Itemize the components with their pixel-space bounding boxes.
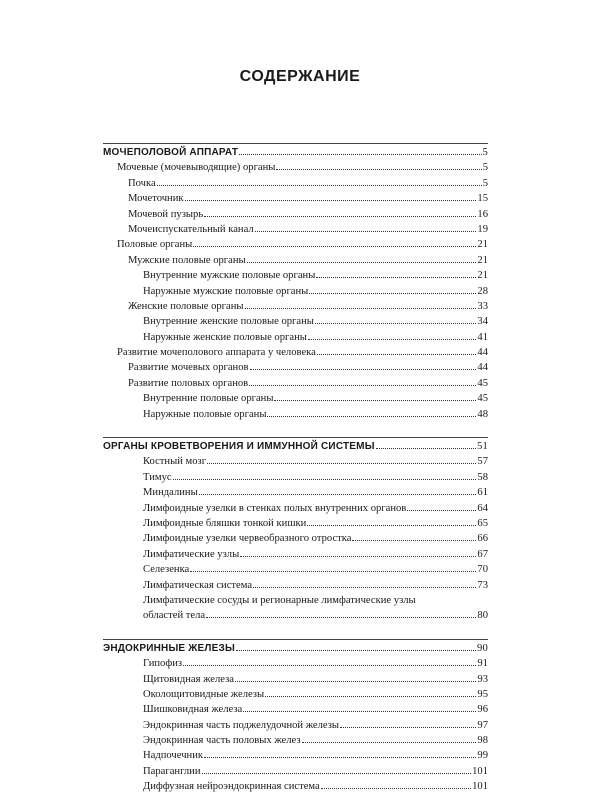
- toc-entry[interactable]: [103, 779, 488, 794]
- dot-leader: [407, 510, 476, 511]
- toc-entry[interactable]: [103, 376, 488, 391]
- toc-entry[interactable]: [103, 253, 488, 268]
- toc-page-number: 45: [477, 393, 488, 405]
- table-of-contents: [103, 143, 488, 795]
- toc-entry[interactable]: [103, 360, 488, 375]
- toc-entry-text: Наружные половые органы: [143, 408, 267, 420]
- toc-entry-text: Мужские половые органы: [128, 254, 246, 266]
- toc-page-number: 44: [477, 347, 488, 359]
- toc-page-number: 73: [477, 579, 488, 591]
- dot-leader: [315, 323, 477, 324]
- toc-entry-text: Костный мозг: [143, 456, 207, 468]
- toc-entry-text: Развитие мочевых органов: [128, 362, 249, 374]
- dot-leader: [157, 185, 482, 186]
- toc-entry[interactable]: [103, 485, 488, 500]
- dot-leader: [308, 339, 477, 340]
- dot-leader: [207, 463, 476, 464]
- dot-leader: [206, 617, 476, 618]
- toc-entry[interactable]: [103, 516, 488, 531]
- toc-entry[interactable]: [103, 531, 488, 546]
- toc-entry-text: Надпочечник: [143, 750, 204, 762]
- dot-leader: [183, 665, 476, 666]
- toc-entry-text: Половые органы: [117, 239, 193, 251]
- toc-page-number: 90: [477, 642, 488, 654]
- toc-entry-text: Лимфоидные узелки в стенках полых внутренних органов: [143, 502, 407, 514]
- toc-page-number: 21: [477, 270, 488, 282]
- section-rule: [103, 437, 488, 438]
- toc-entry-line[interactable]: Лимфатические сосуды и регионарные лимфатические узлы: [143, 594, 416, 606]
- toc-entry-text: Мочевые (мочевыводящие) органы: [117, 162, 276, 174]
- toc-entry[interactable]: [103, 314, 488, 329]
- toc-entry-text: Лимфатическая система: [143, 579, 253, 591]
- toc-entry-text: Мочеточник: [128, 193, 184, 205]
- dot-leader: [236, 650, 476, 651]
- toc-page-number: 61: [477, 487, 488, 499]
- dot-leader: [250, 369, 477, 370]
- section-gap: [103, 422, 488, 437]
- toc-entry[interactable]: [103, 748, 488, 763]
- dot-leader: [267, 416, 476, 417]
- toc-entry[interactable]: [103, 268, 488, 283]
- toc-entry[interactable]: [103, 407, 488, 422]
- toc-entry-text: Параганглии: [143, 765, 201, 777]
- toc-page-number: 5: [482, 147, 488, 158]
- section-gap: [103, 624, 488, 639]
- toc-page-number: 33: [477, 300, 488, 312]
- toc-entry-text: ЭНДОКРИННЫЕ ЖЕЛЕЗЫ: [103, 642, 235, 654]
- toc-entry-text: Женские половые органы: [128, 300, 244, 312]
- toc-entry-text: Шишковидная железа: [143, 704, 243, 716]
- toc-entry[interactable]: [103, 547, 488, 562]
- toc-section-heading[interactable]: [103, 641, 488, 656]
- toc-page-number: 5: [482, 162, 488, 174]
- toc-page-number: 98: [477, 735, 488, 747]
- dot-leader: [302, 742, 477, 743]
- toc-entry[interactable]: [103, 176, 488, 191]
- dot-leader: [352, 540, 476, 541]
- dot-leader: [309, 293, 476, 294]
- toc-page-number: 101: [472, 765, 488, 777]
- toc-page-number: 21: [477, 239, 488, 251]
- toc-entry-text: Наружные мужские половые органы: [143, 285, 309, 297]
- toc-page-number: 15: [477, 193, 488, 205]
- toc-page-number: 66: [477, 533, 488, 545]
- toc-entry-text: Щитовидная железа: [143, 673, 234, 685]
- toc-page-number: 57: [477, 456, 488, 468]
- toc-entry-text: Развитие мочеполового аппарата у человека: [117, 347, 316, 359]
- toc-page-number: 64: [477, 502, 488, 514]
- toc-entry[interactable]: [103, 501, 488, 516]
- toc-section-heading[interactable]: [103, 145, 488, 160]
- toc-entry-text: Мочеиспускательный канал: [128, 223, 254, 235]
- toc-entry[interactable]: [103, 299, 488, 314]
- toc-entry-text: Гипофиз: [143, 658, 183, 670]
- toc-entry[interactable]: [103, 222, 488, 237]
- dot-leader: [245, 308, 477, 309]
- toc-entry[interactable]: [103, 733, 488, 748]
- dot-leader: [265, 696, 476, 697]
- toc-entry-text: Мочевой пузырь: [128, 208, 204, 220]
- toc-entry[interactable]: [103, 345, 488, 360]
- toc-page-number: 65: [477, 517, 488, 529]
- section-rule: [103, 143, 488, 144]
- toc-page-number: 99: [477, 750, 488, 762]
- toc-entry[interactable]: [103, 160, 488, 175]
- dot-leader: [321, 788, 471, 789]
- toc-page-number: 80: [477, 610, 488, 622]
- toc-entry[interactable]: [103, 764, 488, 779]
- dot-leader: [255, 231, 477, 232]
- toc-entry-text: Эндокринная часть поджелудочной железы: [143, 719, 340, 731]
- toc-entry-text: МОЧЕПОЛОВОЙ АППАРАТ: [103, 147, 239, 158]
- dot-leader: [240, 556, 476, 557]
- dot-leader: [274, 400, 476, 401]
- toc-entry[interactable]: [103, 578, 488, 593]
- toc-entry[interactable]: [103, 284, 488, 299]
- toc-entry-text: Околощитовидные железы: [143, 688, 265, 700]
- dot-leader: [235, 681, 476, 682]
- dot-leader: [239, 154, 481, 155]
- toc-entry-text: Диффузная нейроэндокринная система: [143, 781, 320, 793]
- toc-entry[interactable]: [103, 702, 488, 717]
- toc-entry[interactable]: [103, 672, 488, 687]
- dot-leader: [243, 711, 476, 712]
- toc-page-number: 67: [477, 548, 488, 560]
- toc-entry-text: Лимфоидные бляшки тонкой кишки: [143, 517, 307, 529]
- toc-entry-text: Селезенка: [143, 564, 190, 576]
- toc-entry-text: областей тела: [143, 610, 206, 622]
- toc-entry[interactable]: [103, 608, 488, 623]
- toc-page-number: 5: [482, 177, 488, 189]
- dot-leader: [317, 354, 477, 355]
- dot-leader: [190, 571, 476, 572]
- toc-entry-text: Развитие половых органов: [128, 377, 249, 389]
- toc-page-number: 93: [477, 673, 488, 685]
- toc-entry[interactable]: [103, 687, 488, 702]
- page-title: СОДЕРЖАНИЕ: [239, 68, 361, 85]
- toc-entry-text: Наружные женские половые органы: [143, 331, 307, 343]
- toc-entry[interactable]: [103, 237, 488, 252]
- dot-leader: [276, 169, 481, 170]
- toc-entry-text: Миндалины: [143, 487, 198, 499]
- toc-page-number: 91: [477, 658, 488, 670]
- dot-leader: [249, 385, 476, 386]
- toc-page-number: 97: [477, 719, 488, 731]
- toc-entry-text: ОРГАНЫ КРОВЕТВОРЕНИЯ И ИММУННОЙ СИСТЕМЫ: [103, 441, 375, 453]
- toc-entry[interactable]: [103, 330, 488, 345]
- dot-leader: [307, 525, 476, 526]
- section-rule: [103, 639, 488, 640]
- toc-page-number: 28: [477, 285, 488, 297]
- toc-entry[interactable]: [103, 207, 488, 222]
- toc-page-number: 101: [472, 781, 488, 793]
- toc-entry-text: Тимус: [143, 471, 172, 483]
- toc-entry-text: Внутренние мужские половые органы: [143, 270, 316, 282]
- dot-leader: [199, 494, 477, 495]
- toc-page-number: 70: [477, 564, 488, 576]
- toc-entry-text: Почка: [128, 177, 156, 189]
- dot-leader: [253, 587, 476, 588]
- toc-entry-text: Внутренние половые органы: [143, 393, 274, 405]
- dot-leader: [340, 727, 476, 728]
- dot-leader: [173, 479, 477, 480]
- toc-page-number: 48: [477, 408, 488, 420]
- toc-page-number: 51: [477, 441, 488, 453]
- dot-leader: [185, 200, 477, 201]
- toc-entry-text: Лимфатические узлы: [143, 548, 240, 560]
- toc-entry[interactable]: [103, 718, 488, 733]
- toc-page-number: 44: [477, 362, 488, 374]
- toc-page-number: 96: [477, 704, 488, 716]
- dot-leader: [247, 262, 477, 263]
- toc-page-number: 34: [477, 316, 488, 328]
- toc-entry-text: Внутренние женские половые органы: [143, 316, 314, 328]
- toc-page-number: 41: [477, 331, 488, 343]
- toc-page-number: 58: [477, 471, 488, 483]
- toc-entry-text: Эндокринная часть половых желез: [143, 735, 301, 747]
- toc-entry[interactable]: [103, 562, 488, 577]
- toc-entry[interactable]: [103, 191, 488, 206]
- toc-entry[interactable]: [103, 470, 488, 485]
- toc-entry[interactable]: [103, 391, 488, 406]
- toc-page-number: 21: [477, 254, 488, 266]
- dot-leader: [202, 773, 472, 774]
- dot-leader: [204, 757, 476, 758]
- toc-page-number: 45: [477, 377, 488, 389]
- toc-page-number: 16: [477, 208, 488, 220]
- toc-section-heading[interactable]: [103, 439, 488, 454]
- dot-leader: [204, 216, 476, 217]
- toc-entry[interactable]: [103, 454, 488, 469]
- dot-leader: [316, 277, 476, 278]
- dot-leader: [193, 246, 476, 247]
- toc-page-number: 19: [477, 223, 488, 235]
- toc-entry[interactable]: [103, 656, 488, 671]
- toc-page-number: 95: [477, 688, 488, 700]
- dot-leader: [376, 448, 476, 449]
- toc-entry-text: Лимфоидные узелки червеобразного отростка: [143, 533, 352, 545]
